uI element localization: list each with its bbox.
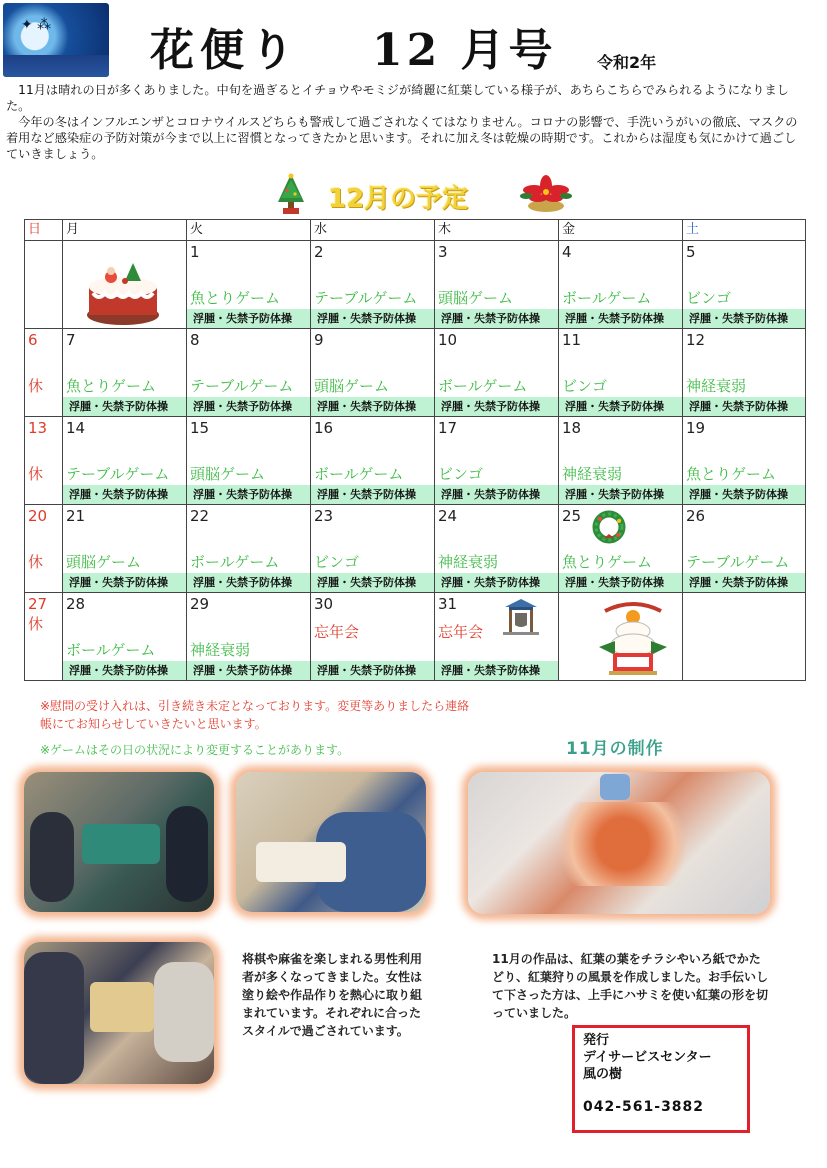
calendar-date: 27 xyxy=(28,595,48,613)
exercise-band: 浮腫・失禁予防体操 xyxy=(187,485,310,504)
calendar-cell xyxy=(186,329,310,417)
sleigh-icon: ✦ ⁂ xyxy=(21,17,52,33)
exercise-band: 浮腫・失禁予防体操 xyxy=(683,309,805,328)
exercise-band: 浮腫・失禁予防体操 xyxy=(683,397,805,416)
calendar-date: 25 xyxy=(562,507,582,525)
publisher-label: 発行 xyxy=(583,1033,610,1048)
exercise-band: 浮腫・失禁予防体操 xyxy=(63,573,186,592)
calendar-cell xyxy=(310,593,434,681)
calendar-game: 頭脳ゲーム xyxy=(314,377,390,395)
calendar-cell xyxy=(682,505,806,593)
crafts-caption: 11月の作品は、紅葉の葉をチラシやいろ紙でかたどり、紅葉狩りの風景を作成しました。お手伝いして下さった方は、上手にハサミを使い紅葉の形を切っていました。 xyxy=(492,952,769,1020)
weekday-sat: 土 xyxy=(682,219,806,241)
exercise-band: 浮腫・失禁予防体操 xyxy=(187,397,310,416)
exercise-band: 浮腫・失禁予防体操 xyxy=(311,485,434,504)
game-note: ※ゲームはその日の状況により変更することがあります。 xyxy=(40,743,350,757)
intro-paragraph-2: 今年の冬はインフルエンザとコロナウイルスどちらも警戒して過ごされなくてはなりません。コロナの影響で、手洗いうがいの徹底、マスクの着用など感染症の予防対策が今まで以上に習慣となってきたかと思います。それに加え冬は乾燥の時期です。これからは湿度も気にかけて過ごしていきましょう。 xyxy=(6,115,798,161)
intro-paragraph-1: 11月は晴れの日が多くありました。中旬を過ぎるとイチョウやモミジが綺麗に紅葉している様子が、あちらこちらでみられるようになりました。 xyxy=(6,83,789,113)
calendar-cell xyxy=(62,505,186,593)
calendar-cell xyxy=(62,241,186,329)
calendar-cell xyxy=(310,241,434,329)
calendar-game: ボールゲーム xyxy=(314,465,404,483)
weekday-thu: 木 xyxy=(434,219,558,241)
photo-autumn-leaves-craft xyxy=(468,772,770,914)
weekday-mon: 月 xyxy=(62,219,186,241)
calendar-date: 20 xyxy=(28,507,48,525)
coloring-sheet-shape xyxy=(256,842,346,882)
calendar-cell xyxy=(186,417,310,505)
exercise-band: 浮腫・失禁予防体操 xyxy=(311,573,434,592)
calendar-cell-sunday xyxy=(24,329,62,417)
exercise-band: 浮腫・失禁予防体操 xyxy=(311,397,434,416)
calendar-cell xyxy=(310,329,434,417)
calendar-game: ボールゲーム xyxy=(66,641,156,659)
calendar-game: 魚とりゲーム xyxy=(66,377,157,395)
calendar-week xyxy=(24,241,806,329)
calendar-cell xyxy=(62,329,186,417)
publisher-name: デイサービスセンター xyxy=(583,1050,712,1065)
calendar-game: ビンゴ xyxy=(438,465,484,483)
snowy-town-illustration xyxy=(3,55,109,77)
calendar-game: 魚とりゲーム xyxy=(190,289,281,307)
calendar-date: 2 xyxy=(314,243,324,261)
calendar-game: 神経衰弱 xyxy=(686,377,747,395)
calendar-date: 12 xyxy=(686,331,706,349)
calendar-game: ボールゲーム xyxy=(438,377,528,395)
exercise-band: 浮腫・失禁予防体操 xyxy=(559,573,682,592)
publisher-phone: 042-561-3882 xyxy=(583,1099,705,1115)
december-calendar xyxy=(24,219,806,681)
calendar-date: 11 xyxy=(562,331,582,349)
calendar-date: 4 xyxy=(562,243,572,261)
calendar-week xyxy=(24,329,806,417)
calendar-game: ビンゴ xyxy=(686,289,732,307)
calendar-cell xyxy=(186,241,310,329)
calendar-game: テーブルゲーム xyxy=(686,553,790,571)
leaves-shape xyxy=(548,802,698,886)
calendar-date: 9 xyxy=(314,331,324,349)
calendar-cell xyxy=(434,329,558,417)
calendar-week xyxy=(24,417,806,505)
exercise-band: 浮腫・失禁予防体操 xyxy=(63,397,186,416)
calendar-game: ボールゲーム xyxy=(562,289,652,307)
calendar-cell xyxy=(186,505,310,593)
calendar-date: 15 xyxy=(190,419,210,437)
calendar-cell xyxy=(682,417,806,505)
calendar-date: 1 xyxy=(190,243,200,261)
christmas-cake-icon xyxy=(81,257,165,327)
calendar-game: ビンゴ xyxy=(314,553,360,571)
schedule-title: 12月の予定 xyxy=(328,184,469,214)
calendar-cell xyxy=(62,417,186,505)
calendar-date: 17 xyxy=(438,419,458,437)
calendar-date: 31 xyxy=(438,595,458,613)
activities-caption: 将棋や麻雀を楽しまれる男性利用者が多くなってきました。女性は塗り絵や作品作りを熱心に取り組まれています。それぞれに合ったスタイルで過ごされています。 xyxy=(242,952,423,1038)
calendar-cell xyxy=(434,417,558,505)
calendar-game: 魚とりゲーム xyxy=(686,465,777,483)
kagami-mochi-icon xyxy=(595,601,671,679)
exercise-band: 浮腫・失禁予防体操 xyxy=(435,309,558,328)
calendar-cell xyxy=(186,593,310,681)
photo-coloring xyxy=(236,772,426,912)
calendar-date: 13 xyxy=(28,419,48,437)
exercise-band: 浮腫・失禁予防体操 xyxy=(311,661,434,680)
photo-shogi xyxy=(24,942,214,1084)
calendar-date: 16 xyxy=(314,419,334,437)
calendar-date: 5 xyxy=(686,243,696,261)
shogi-board-shape xyxy=(90,982,154,1032)
person-shape xyxy=(166,806,208,902)
calendar-date: 23 xyxy=(314,507,334,525)
calendar-game: テーブルゲーム xyxy=(66,465,170,483)
calendar-cell xyxy=(310,505,434,593)
publisher-branch: 風の樹 xyxy=(583,1067,623,1082)
person-shape xyxy=(24,952,84,1084)
calendar-date: 26 xyxy=(686,507,706,525)
calendar-cell-sunday xyxy=(24,417,62,505)
calendar-game: 頭脳ゲーム xyxy=(66,553,142,571)
exercise-band: 浮腫・失禁予防体操 xyxy=(187,309,310,328)
schedule-heading xyxy=(270,170,570,218)
holiday-label: 休 xyxy=(28,465,44,483)
calendar-cell-sunday xyxy=(24,505,62,593)
exercise-band: 浮腫・失禁予防体操 xyxy=(63,661,186,680)
calendar-game: ボールゲーム xyxy=(190,553,280,571)
calendar-cell-sunday xyxy=(24,593,62,681)
weekday-wed: 水 xyxy=(310,219,434,241)
calendar-game: テーブルゲーム xyxy=(190,377,294,395)
exercise-band: 浮腫・失禁予防体操 xyxy=(187,661,310,680)
calendar-date: 28 xyxy=(66,595,86,613)
calendar-date: 3 xyxy=(438,243,448,261)
exercise-band: 浮腫・失禁予防体操 xyxy=(435,397,558,416)
holiday-label: 休 xyxy=(28,615,44,633)
calendar-date: 29 xyxy=(190,595,210,613)
calendar-event: 忘年会 xyxy=(314,623,360,641)
calendar-date: 6 xyxy=(28,331,38,349)
visit-note: ※慰問の受け入れは、引き続き未定となっております。変更等ありましたら連絡帳にてお知らせしていきたいと思います。 xyxy=(40,699,470,731)
calendar-cell xyxy=(682,241,806,329)
calendar-cell xyxy=(558,593,682,681)
calendar-date: 22 xyxy=(190,507,210,525)
calendar-cell xyxy=(310,417,434,505)
calendar-cell xyxy=(558,505,682,593)
person-shape xyxy=(30,812,74,902)
calendar-cell xyxy=(558,417,682,505)
moon-sleigh-illustration xyxy=(3,3,109,77)
holiday-label: 休 xyxy=(28,553,44,571)
mahjong-table-shape xyxy=(82,824,160,864)
exercise-band: 浮腫・失禁予防体操 xyxy=(559,309,682,328)
calendar-cell-sunday xyxy=(24,241,62,329)
exercise-band: 浮腫・失禁予防体操 xyxy=(559,397,682,416)
calendar-date: 18 xyxy=(562,419,582,437)
calendar-game: 神経衰弱 xyxy=(438,553,499,571)
calendar-date: 21 xyxy=(66,507,86,525)
calendar-game: 神経衰弱 xyxy=(190,641,251,659)
calendar-game: ビンゴ xyxy=(562,377,608,395)
exercise-band: 浮腫・失禁予防体操 xyxy=(435,573,558,592)
intro-text xyxy=(6,82,806,162)
photo-mahjong xyxy=(24,772,214,912)
exercise-band: 浮腫・失禁予防体操 xyxy=(435,485,558,504)
calendar-cell xyxy=(682,593,806,681)
newsletter-title: 花便り xyxy=(150,25,300,76)
calendar-date: 19 xyxy=(686,419,706,437)
exercise-band: 浮腫・失禁予防体操 xyxy=(187,573,310,592)
calendar-cell xyxy=(434,593,558,681)
calendar-week xyxy=(24,593,806,681)
calendar-game: 頭脳ゲーム xyxy=(190,465,266,483)
exercise-band: 浮腫・失禁予防体操 xyxy=(435,661,558,680)
calendar-game: 神経衰弱 xyxy=(562,465,623,483)
temple-bell-icon xyxy=(501,597,541,637)
calendar-event: 忘年会 xyxy=(438,623,484,641)
exercise-band: 浮腫・失禁予防体操 xyxy=(683,485,805,504)
calendar-cell xyxy=(558,241,682,329)
calendar-cell xyxy=(682,329,806,417)
calendar-weekday-header xyxy=(24,219,806,241)
calendar-cell xyxy=(558,329,682,417)
exercise-band: 浮腫・失禁予防体操 xyxy=(683,573,805,592)
calendar-cell xyxy=(434,241,558,329)
newsletter-issue: 12 月号 xyxy=(372,25,557,76)
calendar-date: 30 xyxy=(314,595,334,613)
calendar-game: テーブルゲーム xyxy=(314,289,418,307)
christmas-tree-icon xyxy=(274,172,308,216)
calendar-date: 14 xyxy=(66,419,86,437)
exercise-band: 浮腫・失禁予防体操 xyxy=(63,485,186,504)
exercise-band: 浮腫・失禁予防体操 xyxy=(311,309,434,328)
crafts-title: 11月の制作 xyxy=(566,739,664,759)
calendar-date: 7 xyxy=(66,331,76,349)
weekday-tue: 火 xyxy=(186,219,310,241)
calendar-date: 8 xyxy=(190,331,200,349)
calendar-week xyxy=(24,505,806,593)
weekday-fri: 金 xyxy=(558,219,682,241)
month-label-shape xyxy=(600,774,630,800)
exercise-band: 浮腫・失禁予防体操 xyxy=(559,485,682,504)
calendar-date: 24 xyxy=(438,507,458,525)
holiday-label: 休 xyxy=(28,377,44,395)
publisher-box xyxy=(572,1025,750,1133)
calendar-game: 魚とりゲーム xyxy=(562,553,653,571)
calendar-cell xyxy=(434,505,558,593)
wreath-icon xyxy=(591,509,627,545)
calendar-game: 頭脳ゲーム xyxy=(438,289,514,307)
weekday-sun: 日 xyxy=(24,219,62,241)
calendar-date: 10 xyxy=(438,331,458,349)
poinsettia-icon xyxy=(518,172,574,214)
calendar-cell xyxy=(62,593,186,681)
newsletter-year: 令和2年 xyxy=(597,53,657,72)
person-shape xyxy=(154,962,214,1062)
